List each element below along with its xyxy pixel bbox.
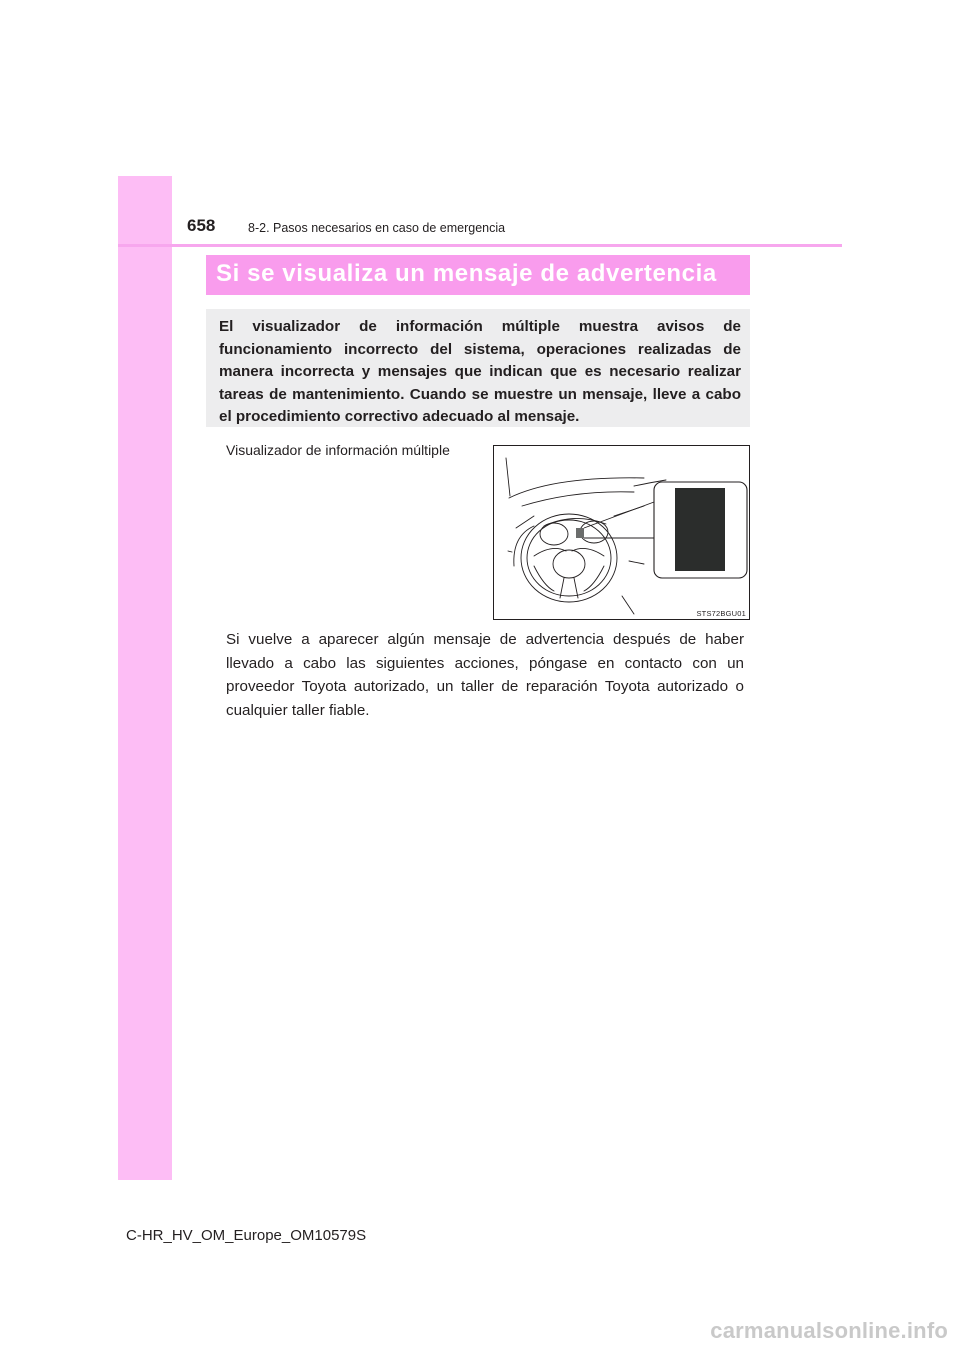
section-title: 8-2. Pasos necesarios en caso de emergencia	[248, 221, 506, 235]
summary-text: El visualizador de información múltiple muestra avisos de funcionamiento incorrecto del sistema, operaciones realizadas de manera incorrecta y mensajes que indican que es necesario realizar tareas de mantenimiento. Cuando se muestre un mensaje, lleve a cabo el procedimiento correctivo adecuado al mensaje.	[219, 318, 741, 426]
figure-code: STS72BGU01	[696, 609, 746, 618]
steering-hub	[553, 550, 585, 578]
a-pillar-line	[506, 458, 510, 496]
summary-box	[206, 309, 750, 427]
dashboard-illustration	[493, 445, 750, 620]
heading-title: Si se visualiza un mensaje de advertencia	[216, 260, 717, 287]
page-number: 658	[187, 216, 216, 235]
chapter-sidebar-tab	[118, 176, 172, 1180]
watermark: carmanualsonline.info	[710, 1318, 948, 1343]
figure-caption: Visualizador de información múltiple	[226, 442, 450, 458]
header-divider	[118, 244, 842, 247]
heading-banner	[206, 255, 750, 295]
multi-information-display	[675, 488, 725, 571]
document-code: C-HR_HV_OM_Europe_OM10579S	[126, 1227, 367, 1244]
body-paragraph: Si vuelve a aparecer algún mensaje de advertencia después de haber llevado a cabo las siguientes acciones, póngase en contacto con un proveedor Toyota autorizado, un taller de reparación Toyota autorizado o cualquier taller fiable.	[226, 631, 744, 719]
dashboard-drawing	[494, 446, 751, 621]
dashboard-top-line	[509, 478, 644, 498]
info-display-small	[576, 528, 584, 538]
steering-wheel-rim	[521, 514, 617, 602]
